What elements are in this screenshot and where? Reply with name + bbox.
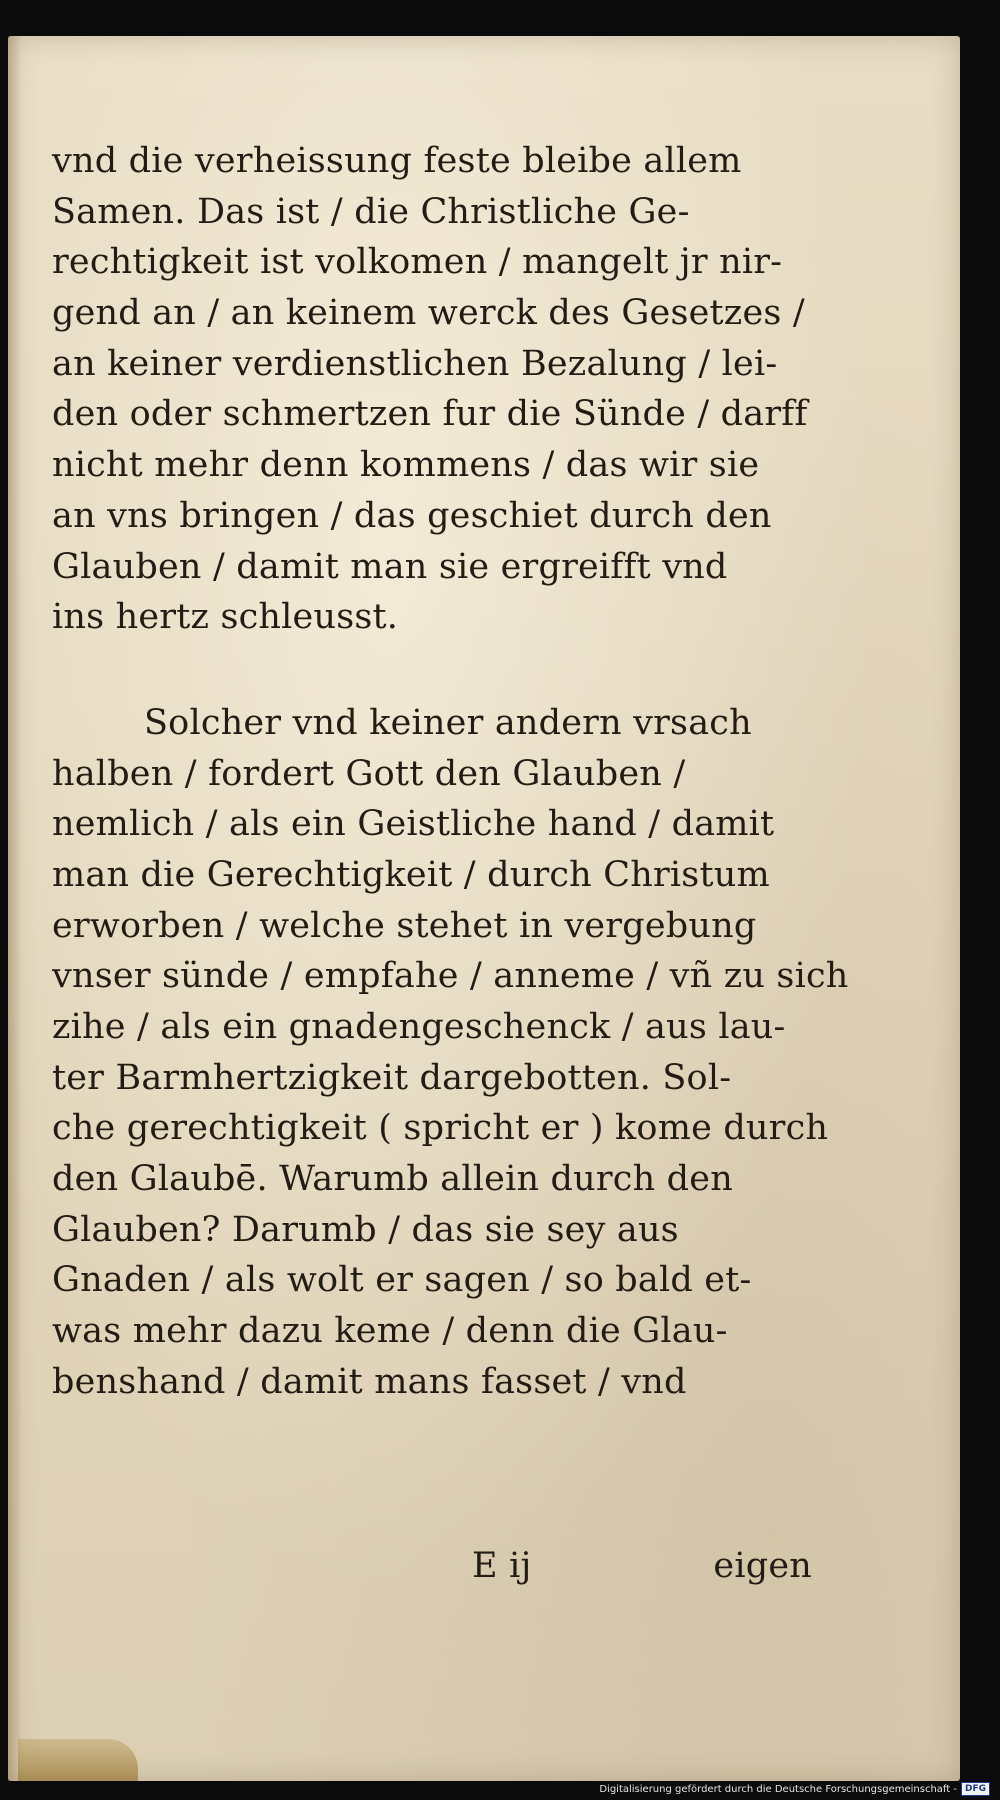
text-line: man die Gerechtigkeit / durch Christum (52, 854, 770, 895)
text-line: che gerechtigkeit ( spricht er ) kome durch (52, 1108, 829, 1149)
text-line: nemlich / als ein Geistliche hand / damit (52, 804, 775, 845)
text-line: ins hertz schleusst. (52, 597, 399, 638)
text-line: gend an / an keinem werck des Gesetzes / (52, 293, 805, 334)
digitization-credit (599, 1782, 990, 1796)
text-line: zihe / als ein gnadengeschenck / aus lau- (52, 1007, 786, 1047)
text-line: ter Barmhertzigkeit dargebotten. Sol- (52, 1057, 732, 1098)
text-line: Glauben? Darumb / das sie sey aus (52, 1209, 679, 1250)
credit-text: Digitalisierung gefördert durch die Deutsche Forschungsgemeinschaft - (599, 1783, 957, 1795)
text-line: erworben / welche stehet in vergebung (52, 905, 757, 946)
page-stain (18, 1739, 138, 1781)
text-line: vnd die verheissung feste bleibe allem (52, 141, 742, 181)
text-line: Samen. Das ist / die Christliche Ge- (52, 191, 690, 232)
text-line: Gnaden / als wolt er sagen / so bald et- (52, 1260, 752, 1301)
dfg-logo-icon: DFG (961, 1782, 990, 1796)
text-line: benshand / damit mans fasset / vnd (52, 1361, 687, 1402)
text-line: vnser sünde / empfahe / anneme / vñ zu sich (52, 956, 849, 997)
signature-mark: E ij (472, 1546, 532, 1586)
text-line: Solcher vnd keiner andern vrsach (144, 702, 752, 743)
book-page (8, 36, 960, 1781)
text-line: halben / fordert Gott den Glauben / (52, 753, 686, 794)
page-edge (8, 36, 22, 1781)
paragraph-2 (52, 698, 849, 1408)
page-text (52, 136, 849, 1586)
text-line: den Glaubē. Warumb allein durch den (52, 1159, 733, 1200)
paragraph-1 (52, 136, 812, 643)
text-line: an vns bringen / das geschiet durch den (52, 495, 772, 536)
text-line: an keiner verdienstlichen Bezalung / lei- (52, 343, 778, 384)
text-line: was mehr dazu keme / denn die Glau- (52, 1311, 728, 1352)
text-line: Glauben / damit man sie ergreifft vnd (52, 546, 728, 587)
page-footer (52, 1541, 812, 1591)
text-line: nicht mehr denn kommens / das wir sie (52, 445, 760, 486)
text-line: den oder schmertzen fur die Sünde / darff (52, 394, 808, 435)
text-line: rechtigkeit ist volkomen / mangelt jr nir- (52, 242, 783, 283)
catchword: eigen (713, 1546, 812, 1586)
